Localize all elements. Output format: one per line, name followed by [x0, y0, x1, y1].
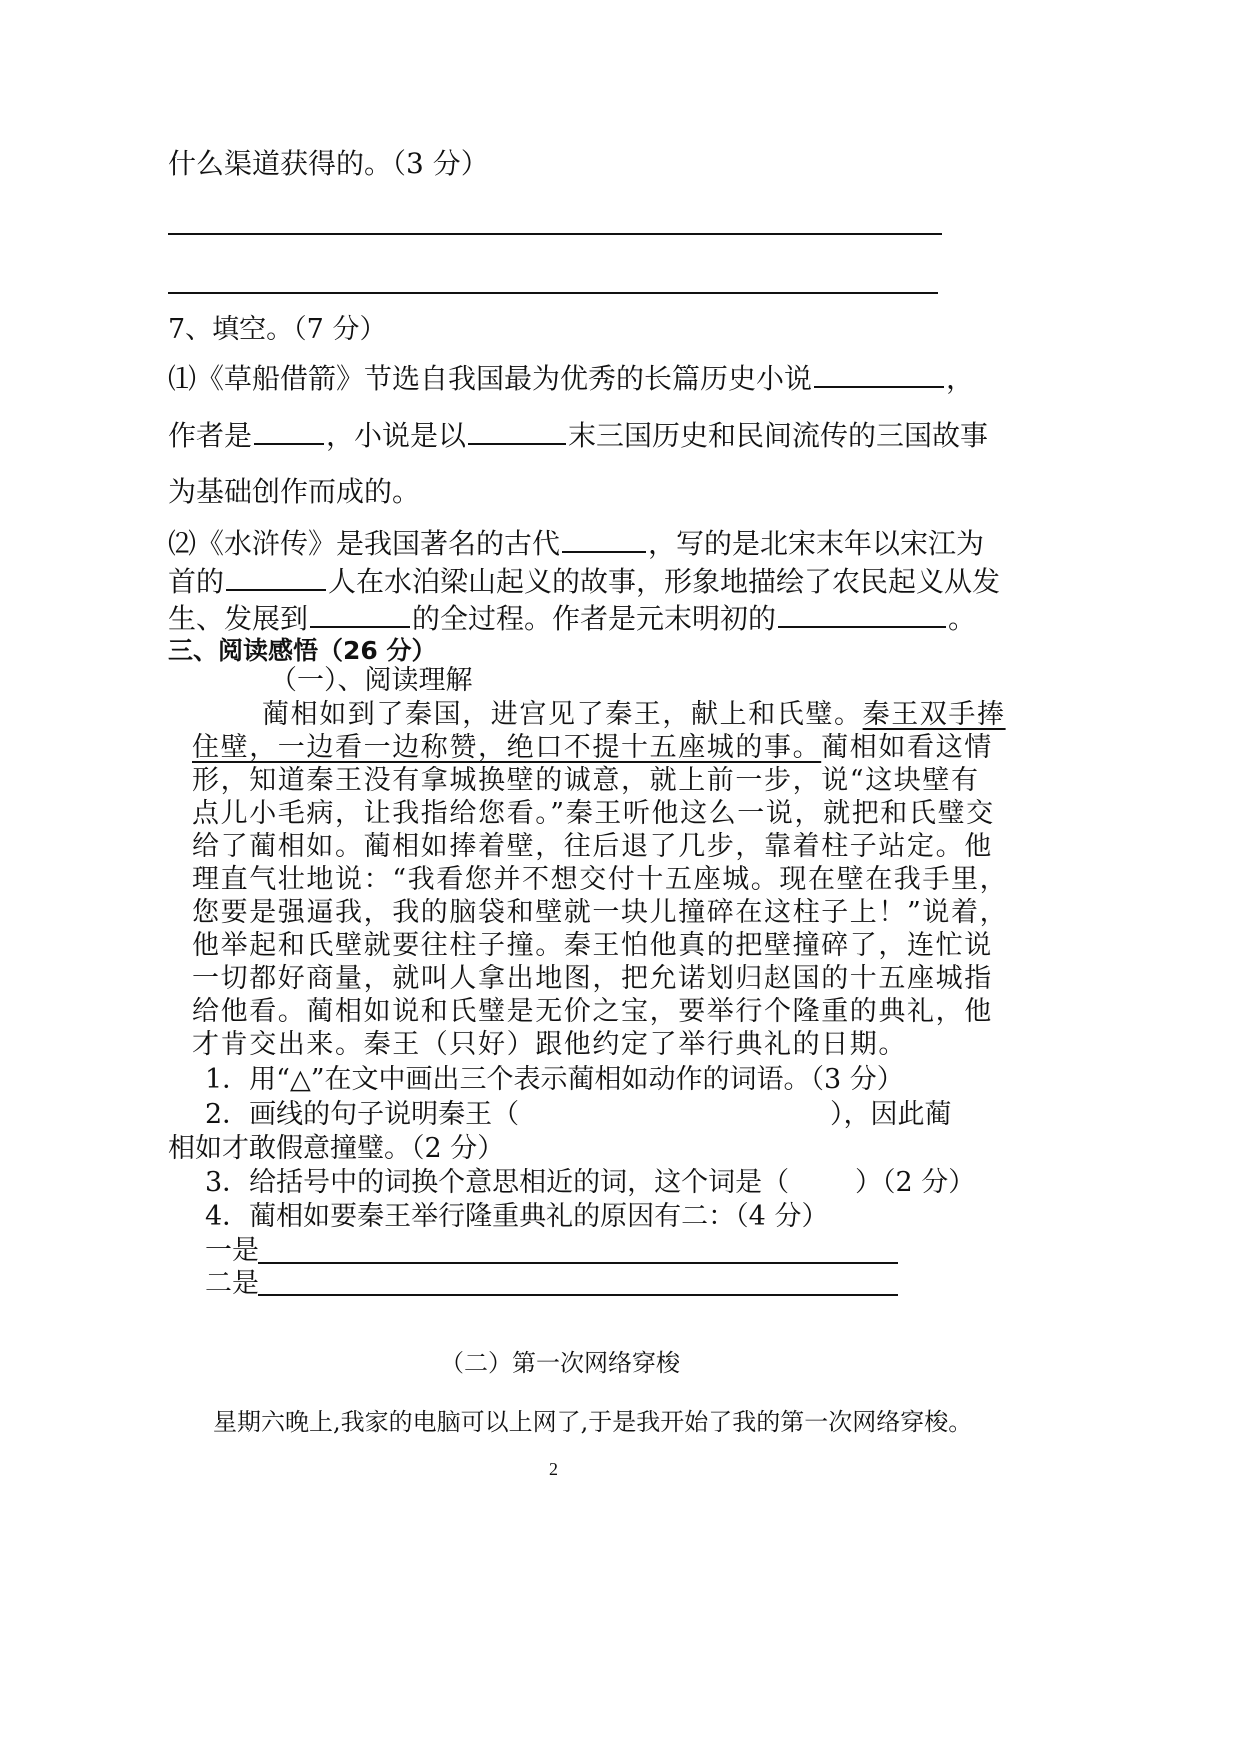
answer-line[interactable]: [258, 1262, 898, 1264]
question-text: ⑵《水浒传》是我国著名的古代 ，写的是北宋末年以宋江为: [168, 527, 985, 560]
question-text: 相如才敢假意撞璧。（2 分）: [168, 1133, 505, 1164]
passage-line: 蔺相如到了秦国，进宫见了秦王，献上和氏璧。秦王双手捧: [262, 699, 1006, 730]
passage-line: 给他看。蔺相如说和氏璧是无价之宝，要举行个隆重的典礼，他: [192, 996, 993, 1027]
fill-blank[interactable]: [562, 525, 646, 553]
question-text: 生、发展到 的全过程。作者是元末明初的 。: [168, 602, 977, 635]
question-text: ），因此蔺: [830, 1099, 952, 1130]
question-text: 1．用“△”在文中画出三个表示蔺相如动作的词语。（3 分）: [205, 1064, 904, 1095]
passage-line: 形，知道秦王没有拿城换壁的诚意，就上前一步，说“这块壁有: [192, 765, 980, 796]
section-title: 三、阅读感悟（26 分）: [168, 636, 437, 665]
answer-line: [168, 292, 938, 294]
question-text: 什么渠道获得的。（3 分）: [168, 147, 489, 180]
passage-line: 点儿小毛病，让我指给您看。”秦王听他这么一说，就把和氏璧交: [192, 798, 995, 829]
paragraph-text: 星期六晚上,我家的电脑可以上网了,于是我开始了我的第一次网络穿梭。: [213, 1408, 973, 1436]
passage-line: 您要是强逼我，我的脑袋和壁就一块儿撞碎在这柱子上！”说着，: [192, 897, 1009, 928]
fill-blank[interactable]: [468, 417, 566, 445]
fill-blank[interactable]: [310, 600, 410, 628]
question-text: 为基础创作而成的。: [168, 475, 421, 508]
answer-label: 二是: [205, 1268, 259, 1299]
subsection-title: （一）、阅读理解: [270, 665, 473, 696]
question-text: 4．蔺相如要秦王举行隆重典礼的原因有二：（4 分）: [205, 1201, 829, 1232]
passage-line: 才肯交出来。秦王（只好）跟他约定了举行典礼的日期。: [192, 1029, 907, 1060]
fill-blank[interactable]: [254, 417, 324, 445]
answer-label: 一是: [205, 1235, 259, 1266]
question-text: 作者是 ，小说是以 末三国历史和民间流传的三国故事: [168, 419, 989, 452]
question-title: 7、填空。（7 分）: [168, 314, 387, 345]
question-text: ⑴《草船借箭》节选自我国最为优秀的长篇历史小说 ，: [168, 362, 975, 395]
passage-line: 理直气壮地说：“我看您并不想交付十五座城。现在壁在我手里，: [192, 864, 1009, 895]
question-text: ）（2 分）: [855, 1167, 976, 1198]
question-text: 首的 人在水泊梁山起义的故事，形象地描绘了农民起义从发: [168, 565, 1001, 598]
fill-blank[interactable]: [778, 600, 946, 628]
answer-line[interactable]: [258, 1294, 898, 1296]
passage-line: 他举起和氏壁就要往柱子撞。秦王怕他真的把壁撞碎了，连忙说: [192, 930, 993, 961]
underlined-sentence: 住壁，一边看一边称赞，绝口不提十五座城的事。: [192, 732, 822, 763]
page-number: 2: [549, 1459, 558, 1479]
fill-blank[interactable]: [226, 563, 326, 591]
passage-line: 给了蔺相如。蔺相如捧着壁，往后退了几步，靠着柱子站定。他: [192, 831, 993, 862]
question-text: 2．画线的句子说明秦王（: [205, 1099, 520, 1130]
subsection-title: （二）第一次网络穿梭: [440, 1349, 680, 1377]
underlined-sentence: 秦王双手捧: [862, 699, 1006, 730]
passage-line: 一切都好商量，就叫人拿出地图，把允诺划归赵国的十五座城指: [192, 963, 993, 994]
question-text: 3．给括号中的词换个意思相近的词，这个词是（: [205, 1167, 790, 1198]
fill-blank[interactable]: [814, 360, 944, 388]
passage-line: 住壁，一边看一边称赞，绝口不提十五座城的事。蔺相如看这情: [192, 732, 993, 763]
answer-line: [168, 233, 942, 235]
